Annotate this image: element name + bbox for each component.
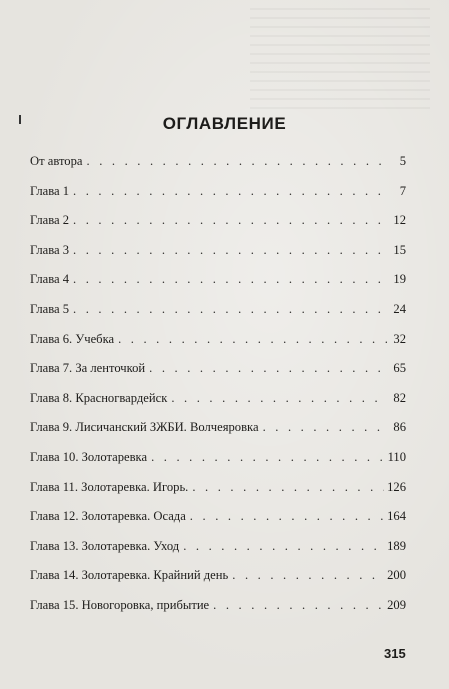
toc-entry-page: 7 [399, 183, 406, 198]
dot-leader [149, 361, 387, 376]
toc-entry-page: 86 [393, 420, 406, 435]
toc-entry-chapter-11[interactable] [30, 480, 406, 510]
toc-entry-page: 19 [393, 272, 406, 287]
toc-entry-chapter-7[interactable] [30, 361, 406, 391]
dot-leader [192, 480, 384, 495]
toc-entry-label: Глава 6. Учебка [30, 331, 115, 346]
toc-entry-page: 126 [387, 479, 406, 494]
toc-entry-label: От автора [30, 154, 83, 168]
toc-entry-chapter-5[interactable] [30, 302, 406, 332]
toc-entry-label: Глава 4 [30, 272, 70, 287]
toc-entry-label: Глава 10. Золотаревка [30, 449, 148, 464]
dot-leader [263, 420, 387, 435]
toc-entry-chapter-8[interactable] [30, 391, 406, 421]
dot-leader [87, 154, 388, 169]
toc-entry-label: Глава 3 [30, 242, 70, 257]
toc-entry-chapter-13[interactable] [30, 539, 406, 569]
dot-leader [73, 213, 387, 228]
toc-entry-page: 200 [387, 568, 406, 583]
toc-entry-page: 164 [387, 509, 406, 524]
dot-leader [171, 391, 387, 406]
toc-entry-page: 209 [387, 597, 406, 612]
toc-entry-page: 82 [393, 390, 406, 405]
toc-entry-page: 110 [387, 449, 406, 464]
dot-leader [118, 332, 387, 347]
toc-entry-chapter-1[interactable] [30, 184, 406, 214]
bleed-through-text [250, 8, 430, 113]
toc-entry-label: Глава 9. Лисичанский ЗЖБИ. Волчеяровка [30, 420, 259, 435]
toc-entry-page: 189 [387, 538, 406, 553]
toc-entry-chapter-14[interactable] [30, 568, 406, 598]
toc-entry-page: 24 [393, 301, 406, 316]
toc-entry-chapter-10[interactable] [30, 450, 406, 480]
toc-entry-label: Глава 13. Золотаревка. Уход [30, 538, 180, 553]
toc-entry-page: 5 [399, 154, 406, 168]
toc-entry-label: Глава 1 [30, 183, 70, 198]
page-number: 315 [384, 646, 406, 661]
dot-leader [190, 509, 384, 524]
toc-entry-chapter-15[interactable] [30, 598, 406, 628]
page-title: ОГЛАВЛЕНИЕ [162, 114, 287, 133]
toc-entry-chapter-3[interactable] [30, 243, 406, 273]
dot-leader [73, 302, 387, 317]
toc-entry-page: 15 [393, 242, 406, 257]
toc-entry-page: 65 [393, 361, 406, 376]
toc-entry-label: Глава 2 [30, 213, 70, 228]
dot-leader [73, 243, 387, 258]
dot-leader [73, 184, 387, 199]
toc-entry-label: Глава 15. Новогоровка, прибытие [30, 597, 210, 612]
dot-leader [213, 598, 384, 613]
toc-entry-chapter-12[interactable] [30, 509, 406, 539]
dot-leader [151, 450, 384, 465]
toc-entry-chapter-2[interactable] [30, 213, 406, 243]
toc-entry-label: Глава 12. Золотаревка. Осада [30, 509, 186, 524]
toc-entry-page: 32 [393, 331, 406, 346]
dot-leader [183, 539, 384, 554]
toc-entry-chapter-4[interactable] [30, 272, 406, 302]
toc-entry-label: Глава 5 [30, 301, 70, 316]
toc-entry-chapter-6[interactable] [30, 332, 406, 362]
dot-leader [232, 568, 384, 583]
toc-entry-page: 12 [393, 213, 406, 228]
toc-entry-foreword[interactable] [30, 154, 406, 184]
dot-leader [73, 272, 387, 287]
toc-entry-label: Глава 8. Красногвардейск [30, 390, 168, 405]
toc-entry-chapter-9[interactable] [30, 420, 406, 450]
toc-entry-label: Глава 7. За ленточкой [30, 361, 146, 376]
table-of-contents [30, 154, 406, 628]
toc-entry-label: Глава 14. Золотаревка. Крайний день [30, 568, 229, 583]
toc-entry-label: Глава 11. Золотаревка. Игорь. [30, 479, 189, 494]
